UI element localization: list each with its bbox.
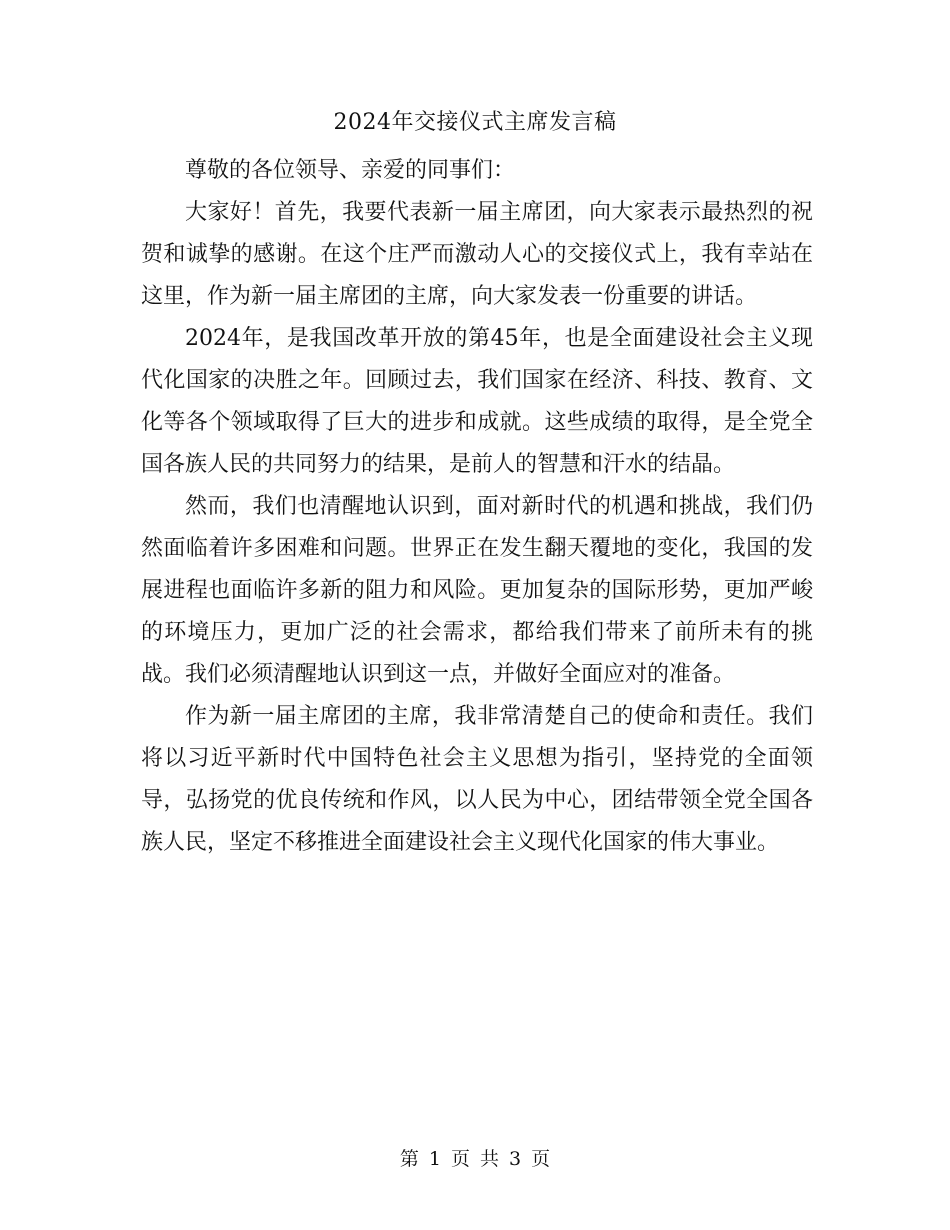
salutation: 尊敬的各位领导、亲爱的同事们： [185,158,516,183]
document-title: 2024年交接仪式主席发言稿 [333,110,617,135]
document-body [141,150,813,864]
paragraph: 作为新一届主席团的主席，我非常清楚自己的使命和责任。我们将以习近平新时代中国特色社会主义思想为指引，坚持党的全面领导，弘扬党的优良传统和作风，以人民为中心，团结带领全党全国各族人民，坚定不移推进全面建设社会主义现代化国家的伟大事业。 [141,704,813,855]
paragraph: 大家好！首先，我要代表新一届主席团，向大家表示最热烈的祝贺和诚挚的感谢。在这个庄严而激动人心的交接仪式上，我有幸站在这里，作为新一届主席团的主席，向大家发表一份重要的讲话。 [141,200,813,309]
page-number-footer: 第 1 页 共 3 页 [399,1148,551,1170]
paragraph: 2024年，是我国改革开放的第45年，也是全面建设社会主义现代化国家的决胜之年。回顾过去，我们国家在经济、科技、教育、文化等各个领域取得了巨大的进步和成就。这些成绩的取得，是全党全国各族人民的共同努力的结果，是前人的智慧和汗水的结晶。 [141,326,813,477]
paragraph: 然而，我们也清醒地认识到，面对新时代的机遇和挑战，我们仍然面临着许多困难和问题。世界正在发生翻天覆地的变化，我国的发展进程也面临许多新的阻力和风险。更加复杂的国际形势，更加严峻的环境压力，更加广泛的社会需求，都给我们带来了前所未有的挑战。我们必须清醒地认识到这一点，并做好全面应对的准备。 [141,494,813,687]
